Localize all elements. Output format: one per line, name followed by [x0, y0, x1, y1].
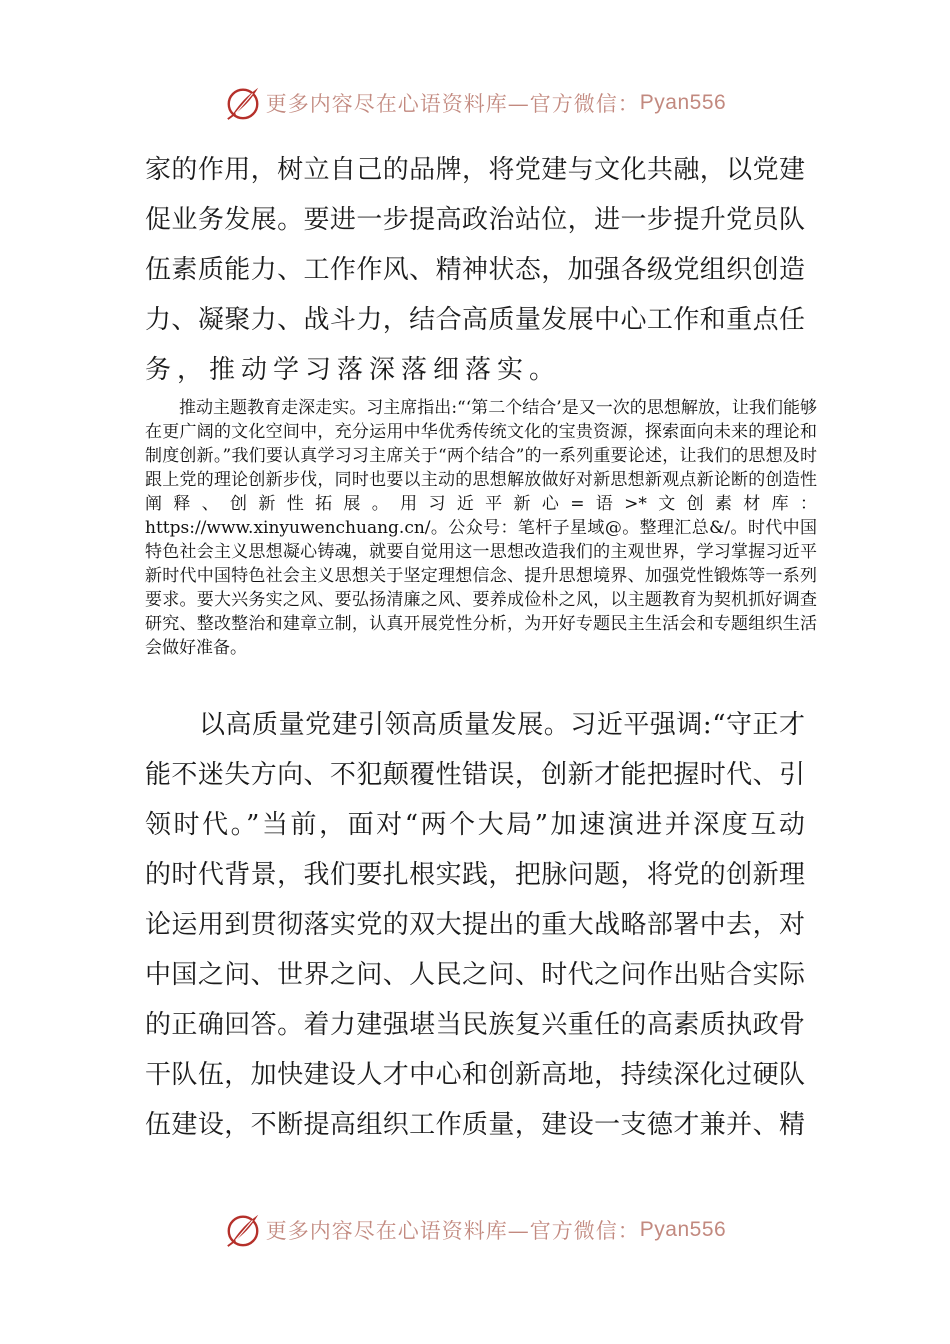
banner-wechat-id: Pyan556	[639, 91, 727, 114]
text-line: 家的作用，树立自己的品牌，将党建与文化共融，以党建	[145, 155, 806, 185]
text-line: 论运用到贯彻落实党的双大提出的重大战略部署中去，对	[145, 910, 806, 940]
text-line: 的时代背景，我们要扎根实践，把脉问题，将党的创新理	[145, 860, 806, 890]
text-line: 力、凝聚力、战斗力，结合高质量发展中心工作和重点任	[145, 305, 806, 335]
text-line: 促业务发展。要进一步提高政治站位，进一步提升党员队	[145, 205, 806, 235]
banner-title: 更多内容尽在心语资料库—官方微信：	[265, 92, 640, 116]
feather-pen-logo-icon	[224, 1211, 262, 1249]
text-line: 能不迷失方向、不犯颠覆性错误，创新才能把握时代、引	[145, 760, 806, 790]
text-line: 中国之问、世界之问、人民之问、时代之问作出贴合实际	[145, 960, 806, 990]
text-line: 伍建设，不断提高组织工作质量，建设一支德才兼并、精	[145, 1110, 806, 1140]
paragraph-2: 推动主题教育走深走实。习主席指出:“‘第二个结合’是又一次的思想解放，让我们能够在更广阔的文化空间中，充分运用中华优秀传统文化的宝贵资源，探索面向未来的理论和制度创新。”我们要认真学习习主席关于“两个结合”的一系列重要论述，让我们的思想及时跟上党的理论创新步伐，同时也要以主动的思想解放做好对新思想新观点新论断的创造性阐释、创新性拓展。用习近平新心=语>*文创素材库：https://www.xinyuwenchuang.cn/。公众号：笔杆子星域@。整理汇总&/。时代中国特色社会主义思想凝心铸魂，就要自觉用这一思想改造我们的主观世界，学习掌握习近平新时代中国特色社会主义思想关于坚定理想信念、提升思想境界、加强党性锻炼等一系列要求。要大兴务实之风、要弘扬清廉之风、要养成俭朴之风，以主题教育为契机抓好调查研究、整改整治和建章立制，认真开展党性分析，为开好专题民主生活会和专题组织生活会做好准备。	[145, 398, 817, 658]
header-banner	[0, 81, 950, 125]
banner-title: 更多内容尽在心语资料库—官方微信：	[265, 1219, 640, 1243]
footer-banner	[0, 1208, 950, 1252]
banner-wechat-id: Pyan556	[639, 1218, 727, 1241]
text-line: 的正确回答。着力建强堪当民族复兴重任的高素质执政骨	[145, 1010, 806, 1040]
text-line: 务，推动学习落深落细落实。	[145, 355, 562, 385]
feather-pen-logo-icon	[224, 84, 262, 122]
text-line: 领时代。”当前，面对“两个大局”加速演进并深度互动	[145, 810, 808, 840]
text-line: 干队伍，加快建设人才中心和创新高地，持续深化过硬队	[145, 1060, 806, 1090]
text-line: 以高质量党建引领高质量发展。习近平强调:“守正才	[199, 710, 806, 740]
text-line: 伍素质能力、工作作风、精神状态，加强各级党组织创造	[145, 255, 806, 285]
